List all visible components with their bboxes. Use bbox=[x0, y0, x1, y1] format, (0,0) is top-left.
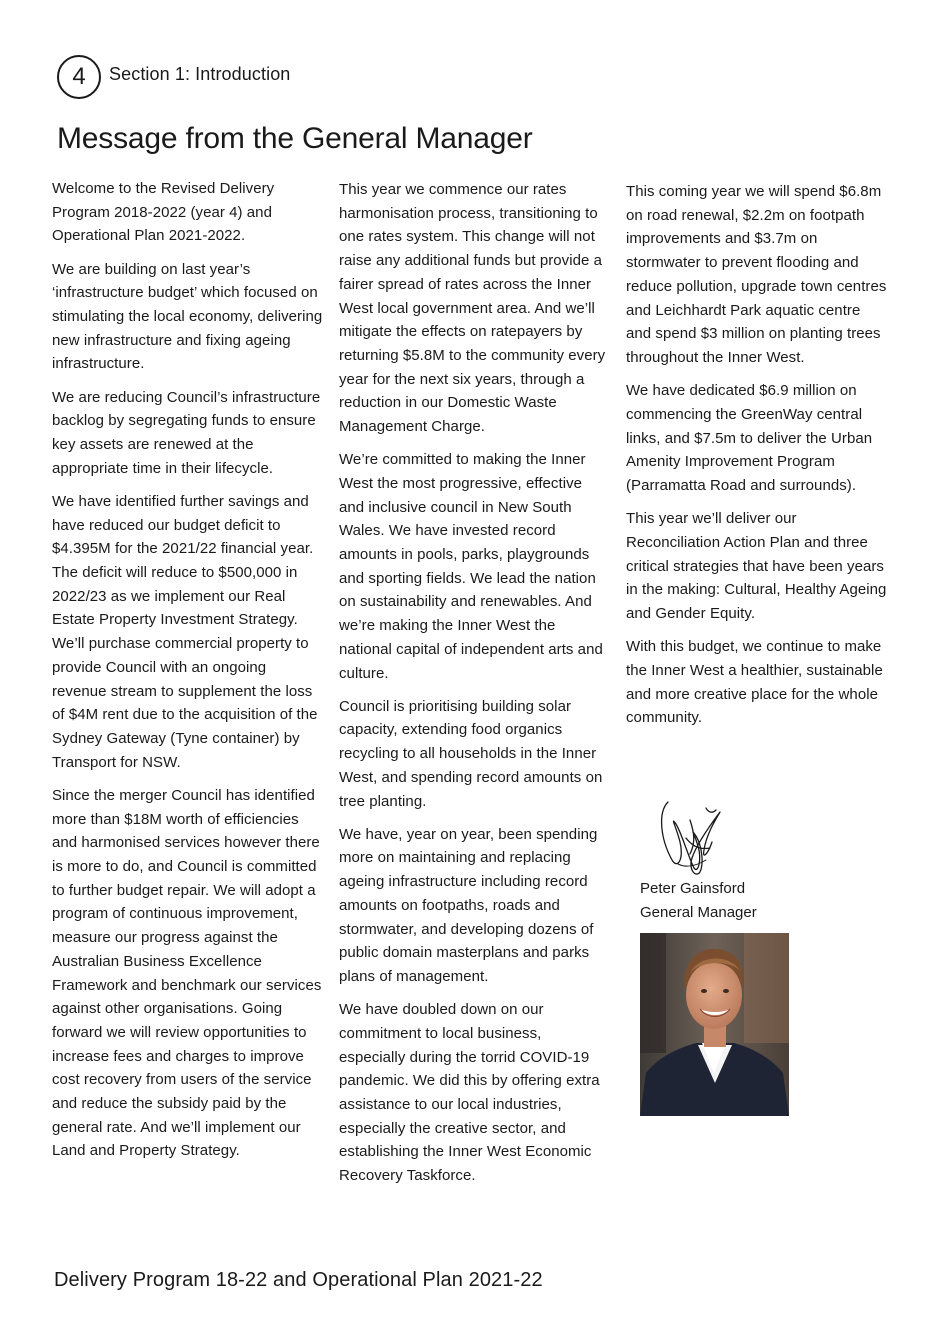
paragraph: We’re committed to making the Inner West the most progressive, effective and inclusive council in New South Wales. We have invested record amounts in pools, parks, playgrounds and sporting fields. We lead the nation on sustainability and renewables. And we’re making the Inner West the national capital of independent arts and culture. bbox=[339, 451, 603, 682]
signatory-role: General Manager bbox=[640, 904, 757, 921]
text-column-2 bbox=[339, 178, 611, 1197]
paragraph: We are building on last year’s ‘infrastructure budget’ which focused on stimulating the local economy, delivering new infrastructure and fixing ageing infrastructure. bbox=[52, 260, 323, 373]
paragraph: This coming year we will spend $6.8m on road renewal, $2.2m on footpath improvements and $3.7m on stormwater to prevent flooding and reduce pollution, upgrade town centres and Leichhardt Park aquatic centre and spend $3 million on planting trees throughout the Inner West. bbox=[626, 183, 887, 366]
paragraph: We have, year on year, been spending more on maintaining and replacing ageing infrastructure including record amounts on footpaths, roads and stormwater, and developing dozens of public domain masterplans and parks plans of management. bbox=[339, 825, 598, 985]
section-label: Section 1: Introduction bbox=[109, 64, 291, 84]
paragraph: We have identified further savings and have reduced our budget deficit to $4.395M for the 2021/22 financial year. The deficit will reduce to $500,000 in 2022/23 as we implement our Real Estate Property Investment Strategy. We’ll purchase commercial property to provide Council with an ongoing revenue stream to supplement the loss of $4M rent due to the acquisition of the Sydney Gateway (Tyne container) by Transport for NSW. bbox=[52, 492, 318, 771]
portrait-photo bbox=[640, 933, 789, 1116]
page-title: Message from the General Manager bbox=[57, 122, 533, 155]
signature-image bbox=[650, 798, 730, 880]
paragraph: This year we commence our rates harmonisation process, transitioning to one rates system. This change will not raise any additional funds but provide a fairer spread of rates across the Inner West local government area. And we’ll mitigate the effects on ratepayers by returning $5.8M to the community every year for the next six years, through a reduction in our Domestic Waste Management Charge. bbox=[339, 181, 606, 436]
paragraph: We have doubled down on our commitment to local business, especially during the torrid COVID-19 pandemic. We did this by offering extra assistance to our local industries, especially the creative sector, and establishing the Inner West Economic Recovery Taskforce. bbox=[339, 1001, 600, 1185]
paragraph: Since the merger Council has identified more than $18M worth of efficiencies and harmonised services however there is more to do, and Council is committed to further budget repair. We will adopt a program of continuous improvement, measure our progress against the Australian Business Excellence Framework and benchmark our services against other organisations. Going forward we will review opportunities to increase fees and charges to improve cost recovery from users of the service and reduce the subsidy paid by the general rate. And we’ll implement our Land and Property Strategy. bbox=[52, 786, 322, 1160]
paragraph: Welcome to the Revised Delivery Program 2018-2022 (year 4) and Operational Plan 2021-2022. bbox=[52, 180, 275, 245]
paragraph: This year we’ll deliver our Reconciliation Action Plan and three critical strategies that have been years in the making: Cultural, Healthy Ageing and Gender Equity. bbox=[626, 510, 887, 622]
paragraph: We have dedicated $6.9 million on commencing the GreenWay central links, and $7.5m to deliver the Urban Amenity Improvement Program (Parramatta Road and surrounds). bbox=[626, 382, 873, 494]
paragraph: Council is prioritising building solar capacity, extending food organics recycling to all households in the Inner West, and spending record amounts on tree planting. bbox=[339, 697, 603, 810]
paragraph: With this budget, we continue to make the Inner West a healthier, sustainable and more creative place for the whole community. bbox=[626, 638, 883, 727]
footer-text: Delivery Program 18-22 and Operational Plan 2021-22 bbox=[54, 1269, 543, 1291]
page-number-badge bbox=[57, 55, 101, 99]
text-column-1 bbox=[52, 177, 324, 1173]
text-column-3 bbox=[626, 180, 888, 739]
page-number: 4 bbox=[72, 63, 86, 90]
paragraph: We are reducing Council’s infrastructure backlog by segregating funds to ensure key assets are renewed at the appropriate time in their lifecycle. bbox=[52, 388, 321, 477]
signatory-name: Peter Gainsford bbox=[640, 880, 746, 897]
